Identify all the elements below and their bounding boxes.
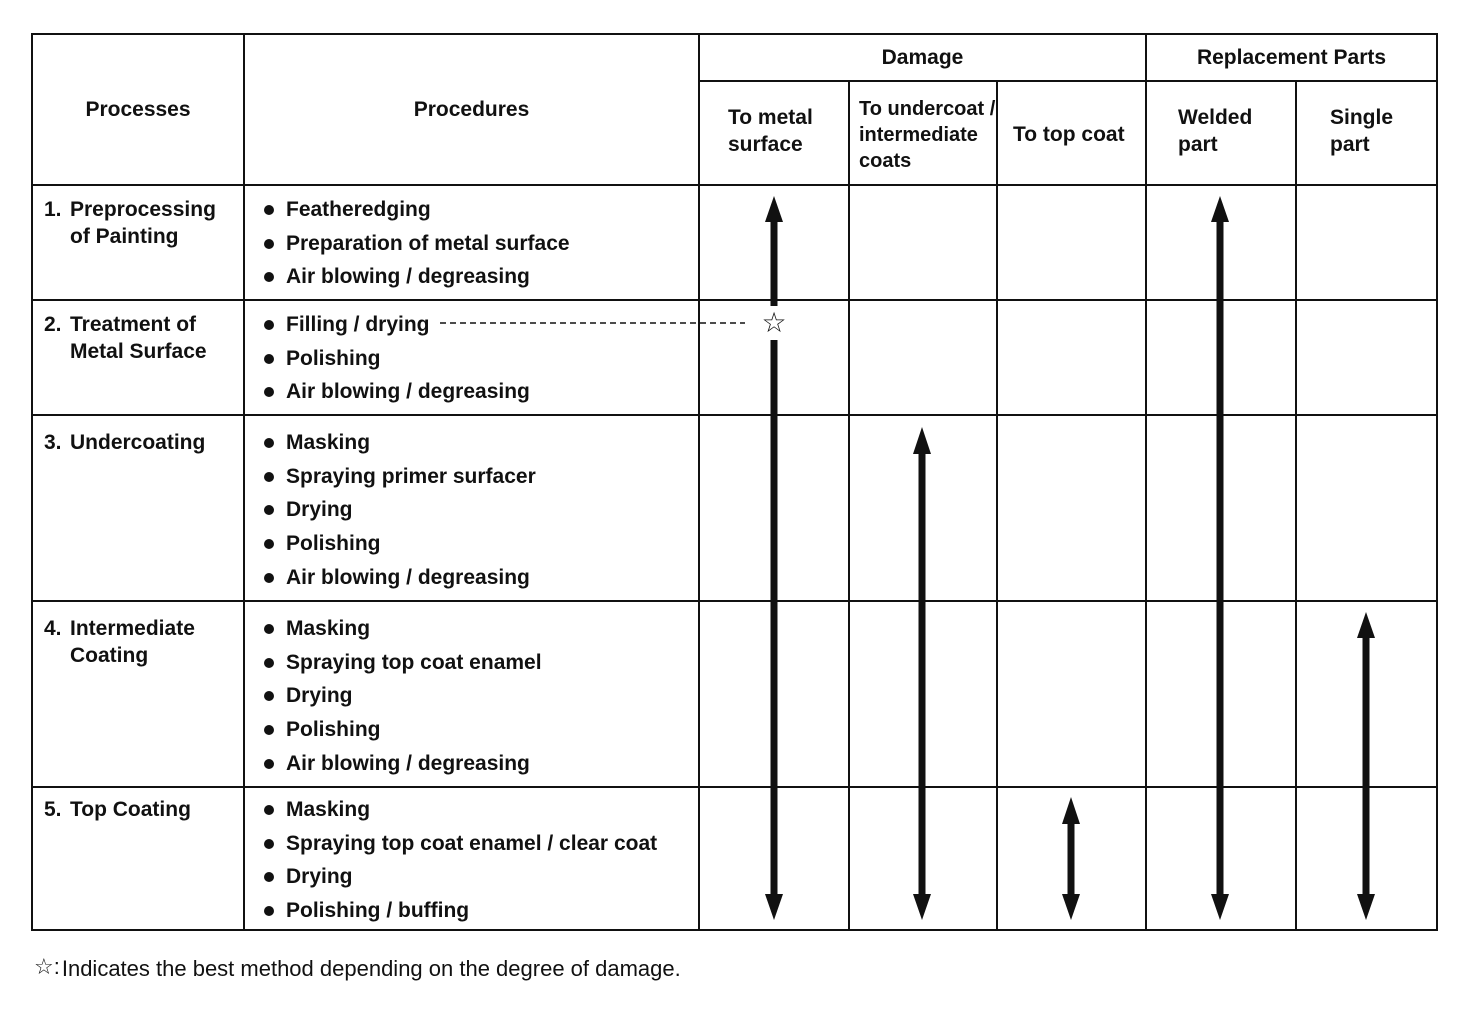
- best-method-star-icon: ☆: [761, 306, 787, 339]
- procedure-text: Air blowing / degreasing: [286, 265, 530, 289]
- list-item: [262, 527, 692, 561]
- header-to-top-coat: [1013, 121, 1147, 148]
- header-procedures: [244, 34, 699, 185]
- bullet-icon: [264, 505, 274, 515]
- bullet-icon: [264, 624, 274, 634]
- header-to-metal-surface: [728, 104, 848, 159]
- header-col-line: part: [1330, 133, 1370, 157]
- arrow-undercoat: [913, 427, 931, 920]
- procedures-1: [262, 193, 692, 294]
- footnote: [34, 956, 681, 982]
- list-item: [262, 713, 692, 747]
- header-col-line: surface: [728, 133, 803, 157]
- header-col-line: To undercoat /: [859, 98, 996, 120]
- process-name: Preprocessing: [70, 198, 216, 221]
- footnote-text: Indicates the best method depending on the degree of damage.: [61, 956, 681, 981]
- procedure-text: Polishing: [286, 718, 381, 742]
- arrow-single-part: [1357, 612, 1375, 920]
- process-name-line2: Coating: [70, 644, 149, 668]
- procedure-text: Filling / drying: [286, 313, 430, 336]
- list-item: [262, 426, 692, 460]
- list-item: [262, 827, 692, 861]
- procedure-text: Spraying top coat enamel: [286, 650, 542, 674]
- procedure-text: Masking: [286, 431, 371, 454]
- header-col-line: Single: [1330, 106, 1394, 129]
- process-name: Intermediate: [70, 617, 195, 640]
- list-item: [262, 747, 692, 781]
- header-procedures-label: Procedures: [413, 97, 530, 121]
- header-replacement-parts-label: Replacement Parts: [1196, 45, 1387, 69]
- process-name: Treatment of: [70, 313, 197, 336]
- process-number: 2.: [44, 313, 62, 336]
- list-item: [262, 193, 692, 227]
- header-welded-part: [1178, 104, 1288, 159]
- process-number: 3.: [44, 431, 62, 454]
- header-col-line: To top coat: [1013, 123, 1125, 146]
- bullet-icon: [264, 906, 274, 916]
- process-1: [44, 196, 234, 251]
- process-4: [44, 615, 234, 670]
- procedure-text: Air blowing / degreasing: [286, 751, 530, 775]
- header-col-line: intermediate: [859, 124, 978, 146]
- list-item: [262, 860, 692, 894]
- bullet-icon: [264, 725, 274, 735]
- bullet-icon: [264, 539, 274, 549]
- process-2: [44, 311, 234, 366]
- list-item: [262, 493, 692, 527]
- bullet-icon: [264, 839, 274, 849]
- header-processes: [32, 34, 244, 185]
- list-item: [262, 308, 692, 342]
- process-name-line2: of Painting: [70, 225, 179, 249]
- list-item: [262, 260, 692, 294]
- procedure-text: Masking: [286, 798, 371, 821]
- bullet-icon: [264, 272, 274, 282]
- header-replacement-parts: [1146, 34, 1437, 81]
- header-to-undercoat: [859, 96, 997, 174]
- procedures-5: [262, 793, 692, 928]
- procedures-2: [262, 308, 692, 409]
- header-col-line: part: [1178, 133, 1218, 157]
- list-item: [262, 342, 692, 376]
- bullet-icon: [264, 320, 274, 330]
- procedures-4: [262, 612, 692, 780]
- header-single-part: [1330, 104, 1430, 159]
- arrow-metal-surface-up: [765, 196, 783, 306]
- process-5: [44, 796, 234, 823]
- bullet-icon: [264, 805, 274, 815]
- procedure-text: Featheredging: [286, 198, 431, 221]
- arrow-metal-surface-down: [765, 340, 783, 920]
- arrow-welded-part: [1211, 196, 1229, 920]
- procedure-text: Spraying top coat enamel / clear coat: [286, 831, 658, 855]
- procedure-text: Air blowing / degreasing: [286, 380, 530, 404]
- process-name: Undercoating: [70, 431, 206, 454]
- list-item: [262, 793, 692, 827]
- procedure-text: Drying: [286, 498, 353, 522]
- procedures-3: [262, 426, 692, 594]
- header-damage: [699, 34, 1146, 81]
- procedure-text: Polishing: [286, 532, 381, 556]
- arrow-top-coat: [1062, 797, 1080, 920]
- procedure-text: Drying: [286, 865, 353, 889]
- header-col-line: Welded: [1178, 106, 1253, 129]
- procedure-text: Polishing: [286, 346, 381, 370]
- bullet-icon: [264, 438, 274, 448]
- bullet-icon: [264, 759, 274, 769]
- bullet-icon: [264, 472, 274, 482]
- procedure-text: Preparation of metal surface: [286, 231, 570, 255]
- procedure-text: Air blowing / degreasing: [286, 565, 530, 589]
- bullet-icon: [264, 354, 274, 364]
- header-col-line: coats: [859, 150, 912, 172]
- procedure-text: Polishing / buffing: [286, 899, 470, 923]
- process-name: Top Coating: [70, 798, 191, 821]
- procedure-text: Drying: [286, 684, 353, 708]
- bullet-icon: [264, 387, 274, 397]
- procedure-text: Masking: [286, 617, 371, 640]
- bullet-icon: [264, 239, 274, 249]
- process-number: 4.: [44, 617, 62, 640]
- list-item: [262, 561, 692, 595]
- footnote-star-icon: ☆:: [34, 954, 60, 979]
- header-processes-label: Processes: [85, 97, 191, 121]
- bullet-icon: [264, 691, 274, 701]
- header-col-line: To metal: [728, 106, 813, 129]
- list-item: [262, 375, 692, 409]
- header-damage-label: Damage: [881, 45, 964, 69]
- process-3: [44, 429, 234, 456]
- list-item: [262, 894, 692, 928]
- process-number: 1.: [44, 198, 62, 221]
- process-number: 5.: [44, 798, 62, 821]
- procedure-text: Spraying primer surfacer: [286, 464, 536, 488]
- list-item: [262, 646, 692, 680]
- bullet-icon: [264, 658, 274, 668]
- list-item: [262, 679, 692, 713]
- bullet-icon: [264, 573, 274, 583]
- list-item: [262, 612, 692, 646]
- bullet-icon: [264, 205, 274, 215]
- list-item: [262, 460, 692, 494]
- process-name-line2: Metal Surface: [70, 340, 207, 364]
- bullet-icon: [264, 872, 274, 882]
- list-item: [262, 227, 692, 261]
